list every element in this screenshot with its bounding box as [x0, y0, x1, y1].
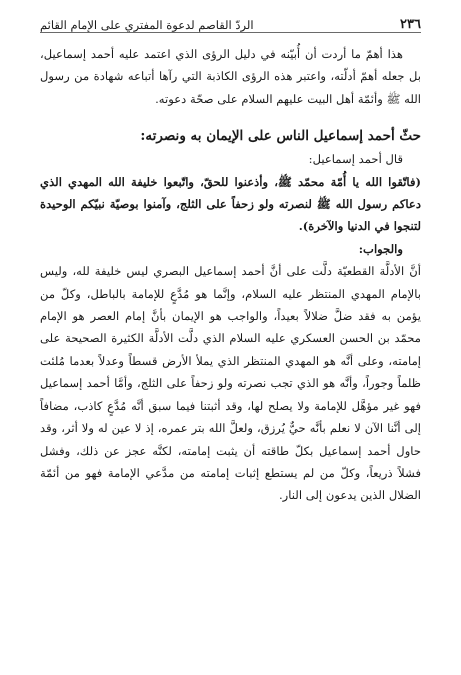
answer-label: والجواب: [358, 241, 403, 256]
running-title: الردّ القاصم لدعوة المفتري على الإمام القائم [40, 18, 254, 32]
page-header [40, 6, 421, 33]
page-number: ٢٣٦ [400, 17, 421, 32]
answer-paragraph: أنَّ الأدلَّة القطعيّة دلَّت على أنَّ أحمد إسماعيل البصري ليس خليفة لله، وليس بالإمام المهدي المنتظر عليه السلام، وإنَّما هو مُدَّعٍ للإمامة بالباطل، وكلّ من يؤمن به فقد ضلَّ ضلالاً بعيداً، والواجب هو الإيمان بأنَّ إمام العصر هو الإمام محمّد بن الحسن العسكري عليه السلام الذي دلَّت الأدلَّة الكثيرة الصحيحة على إمامته، وعلى أنَّه هو المهدي المنتظر الذي يملأ الأرض قسطاً وعدلاً بعدما مُلئت ظلماً وجوراً، وأنَّه هو الذي تجب نصرته ولو زحفاً على الثلج، وأمَّا أحمد إسماعيل فهو غير مؤهَّل للإمامة ولا يصلح لها، وقد أثبتنا فيما سبق أنَّه مُدَّعٍ كاذب، مضافاً إلى أنَّنا الآن لا نعلم بأنَّه حيٌّ يُرزق، ولعلَّ الله بتر عمره، إذ لا عين له ولا أثر، وقد حاول أحمد إسماعيل بكلّ طاقته أن يثبت إمامته، لكنَّه عجز عن ذلك، وفشل فشلاً ذريعاً، وكلّ من لم يستطع إثبات إمامته من مدَّعي الإمامة فهو من أئمّة الضلال الذين يدعون إلى النار. [40, 264, 421, 503]
question-label: قال أحمد إسماعيل: [308, 152, 403, 167]
question-quote: (فاتّقوا الله يا أُمّة محمّد ﷺ، وأذعنوا للحقّ، واتّبعوا خليفة الله المهدي الذي دعاكم رسول الله ﷺ لنصرته ولو زحفاً على الثلج، وآمنوا بوصيّة نبيّكم الوحيدة لتنجوا في الدنيا والآخرة). [40, 174, 421, 234]
page-body [40, 43, 421, 507]
intro-paragraph: هذا أهمّ ما أردت أن أُبيّنه في دليل الرؤى الذي اعتمد عليه أحمد إسماعيل، بل جعله أهمّ أدلّته، واعتبر هذه الرؤى الكاذبة التي رآها أتباعه شهادة من رسول الله ﷺ وأئمّة أهل البيت عليهم السلام على صحّة دعوته. [40, 47, 421, 106]
section-heading: حثّ أحمد إسماعيل الناس على الإيمان به ونصرته: [140, 128, 421, 145]
